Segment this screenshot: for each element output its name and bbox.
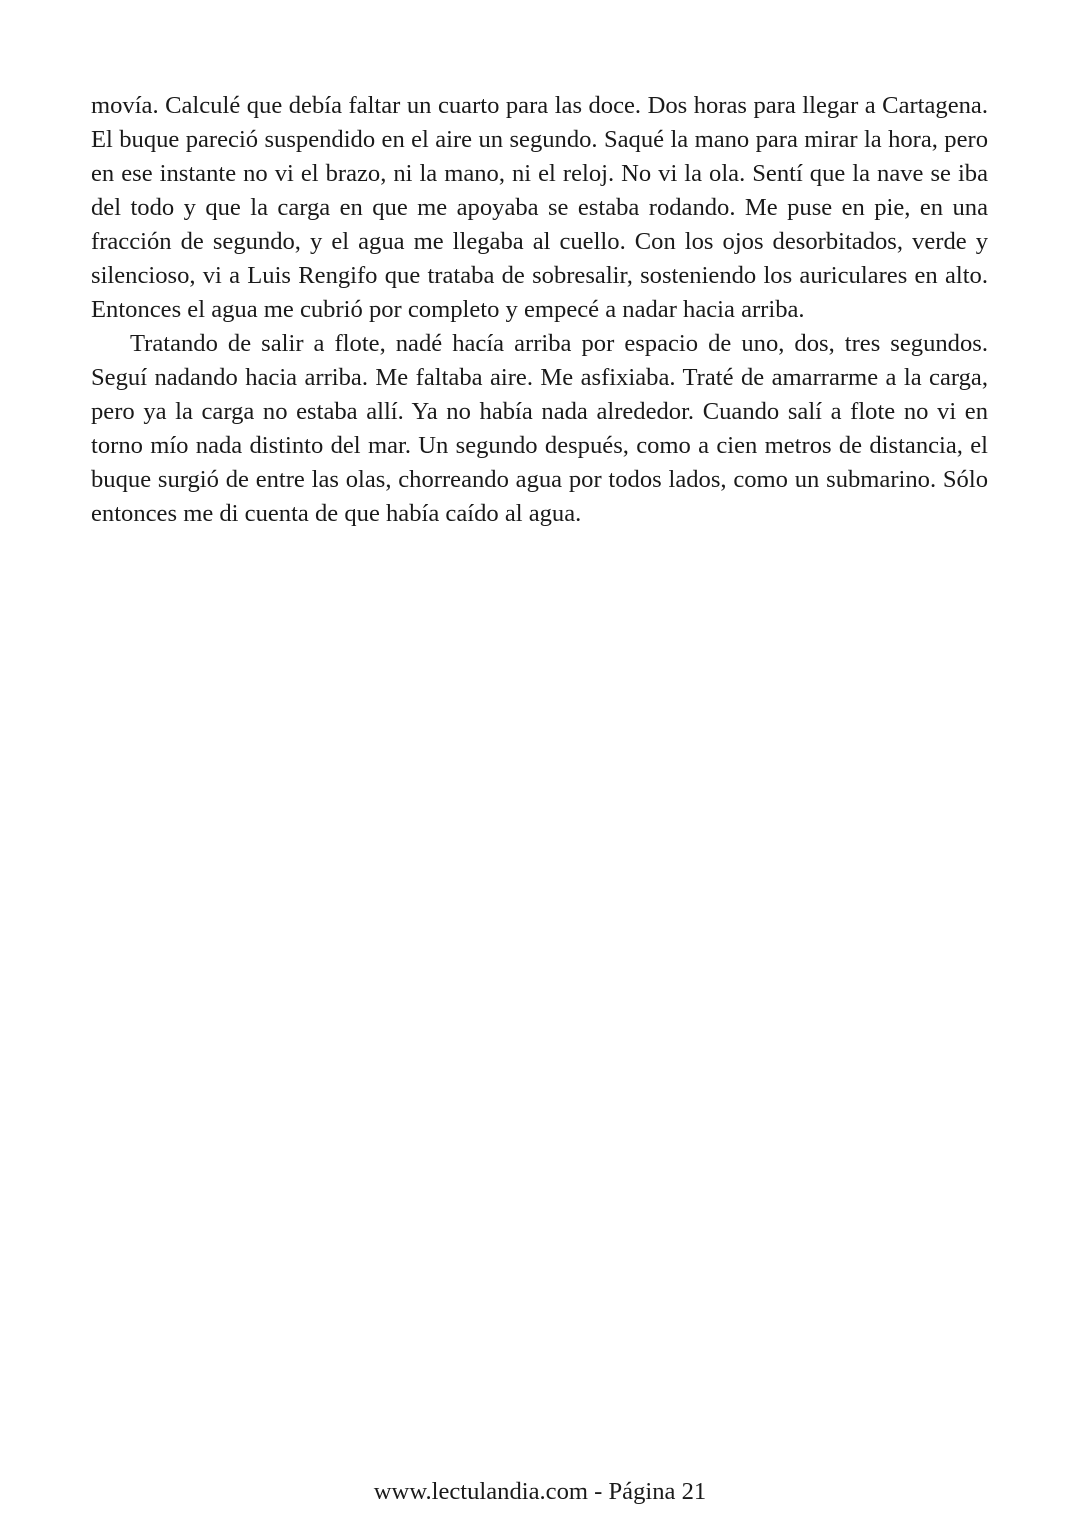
paragraph-surfacing: Tratando de salir a flote, nadé hacía arriba por espacio de uno, dos, tres segundos. Seguí nadando hacia arriba. Me faltaba aire. Me asfixiaba. Traté de amarrarme a la carga, pero ya la carga no estaba allí. Ya no había nada alrededor. Cuando salí a flote no vi en torno mío nada distinto del mar. Un segundo después, como a cien metros de distancia, el buque surgió de entre las olas, chorreando agua por todos lados, como un submarino. Sólo entonces me di cuenta de que había caído al agua. — [91, 330, 988, 527]
page-body — [91, 89, 988, 531]
page-footer: www.lectulandia.com - Página 21 — [373, 1478, 707, 1505]
paragraph-continuation: movía. Calculé que debía faltar un cuarto para las doce. Dos horas para llegar a Cartagena. El buque pareció suspendido en el aire un segundo. Saqué la mano para mirar la hora, pero en ese instante no vi el brazo, ni la mano, ni el reloj. No vi la ola. Sentí que la nave se iba del todo y que la carga en que me apoyaba se estaba rodando. Me puse en pie, en una fracción de segundo, y el agua me llegaba al cuello. Con los ojos desorbitados, verde y silencioso, vi a Luis Rengifo que trataba de sobresalir, sosteniendo los auriculares en alto. Entonces el agua me cubrió por completo y empecé a nadar hacia arriba. — [91, 92, 988, 323]
